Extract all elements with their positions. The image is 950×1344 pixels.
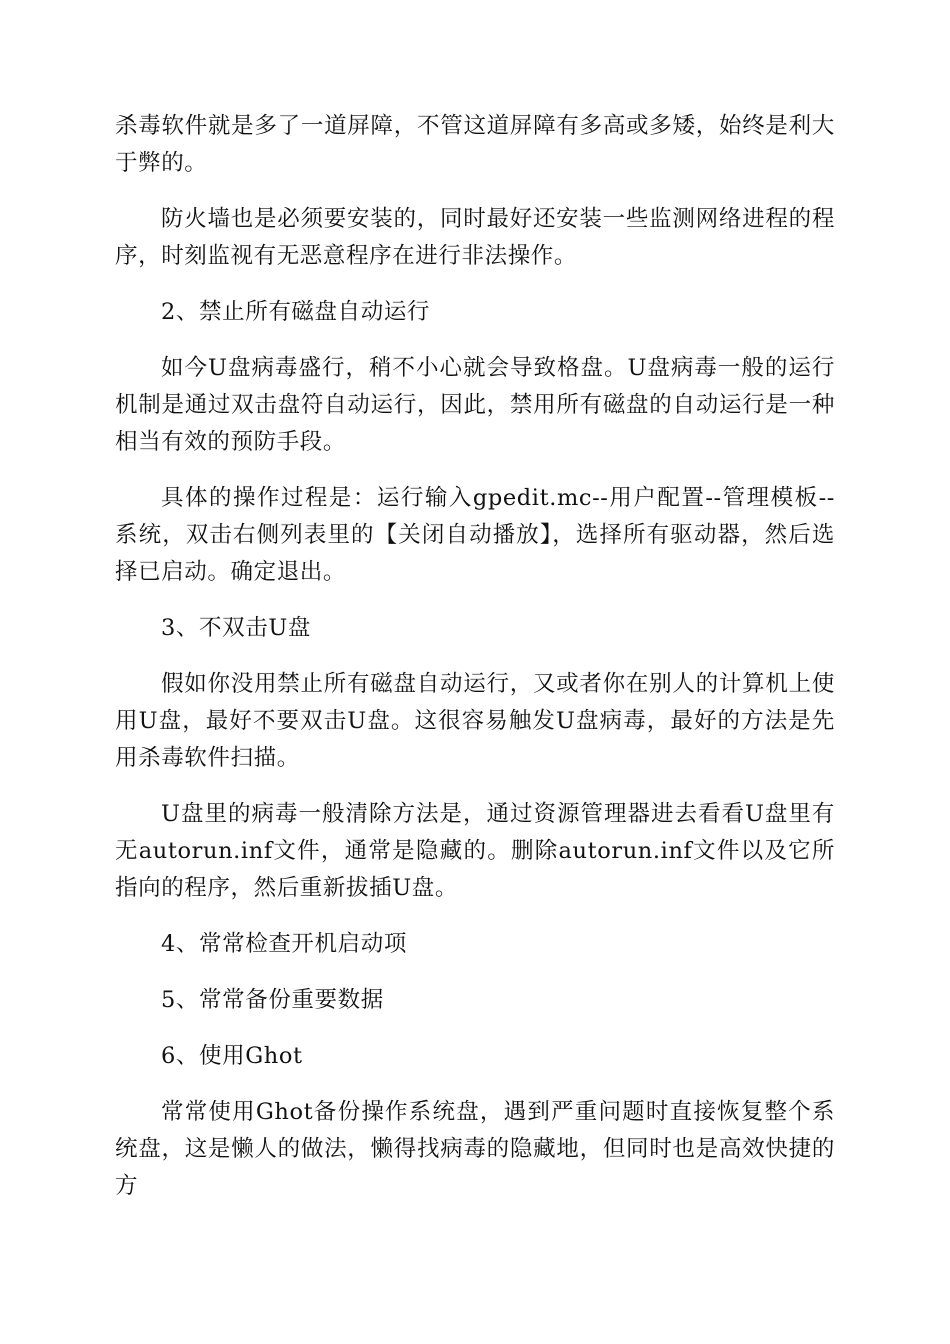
heading-backup-data: 5、常常备份重要数据 bbox=[161, 987, 384, 1013]
paragraph-continuation: 杀毒软件就是多了一道屏障，不管这道屏障有多高或多矮，始终是利大于弊的。 bbox=[115, 113, 835, 176]
paragraph-gpedit-steps: 具体的操作过程是：运行输入gpedit.mc--用户配置--管理模板--系统，双击右侧列表里的【关闭自动播放】，选择所有驱动器，然后选择已启动。确定退出。 bbox=[115, 485, 835, 585]
heading-use-ghot: 6、使用Ghot bbox=[161, 1043, 303, 1069]
heading-disable-autorun: 2、禁止所有磁盘自动运行 bbox=[161, 299, 431, 325]
heading-no-double-click: 3、不双击U盘 bbox=[161, 615, 311, 641]
paragraph-autorun-removal: U盘里的病毒一般清除方法是，通过资源管理器进去看看U盘里有无autorun.inf文件，通常是隐藏的。删除autorun.inf文件以及它所指向的程序，然后重新拔插U盘。 bbox=[115, 801, 835, 901]
paragraph-ghot-backup: 常常使用Ghot备份操作系统盘，遇到严重问题时直接恢复整个系统盘，这是懒人的做法，懒得找病毒的隐藏地，但同时也是高效快捷的方 bbox=[115, 1099, 835, 1199]
document-page bbox=[115, 108, 835, 1224]
heading-check-startup: 4、常常检查开机启动项 bbox=[161, 931, 407, 957]
paragraph-firewall: 防火墙也是必须要安装的，同时最好还安装一些监测网络进程的程序，时刻监视有无恶意程序在进行非法操作。 bbox=[115, 206, 835, 269]
paragraph-usb-virus: 如今U盘病毒盛行，稍不小心就会导致格盘。U盘病毒一般的运行机制是通过双击盘符自动运行，因此，禁用所有磁盘的自动运行是一种相当有效的预防手段。 bbox=[115, 355, 835, 455]
paragraph-scan-first: 假如你没用禁止所有磁盘自动运行，又或者你在别人的计算机上使用U盘，最好不要双击U盘。这很容易触发U盘病毒，最好的方法是先用杀毒软件扫描。 bbox=[115, 671, 835, 771]
